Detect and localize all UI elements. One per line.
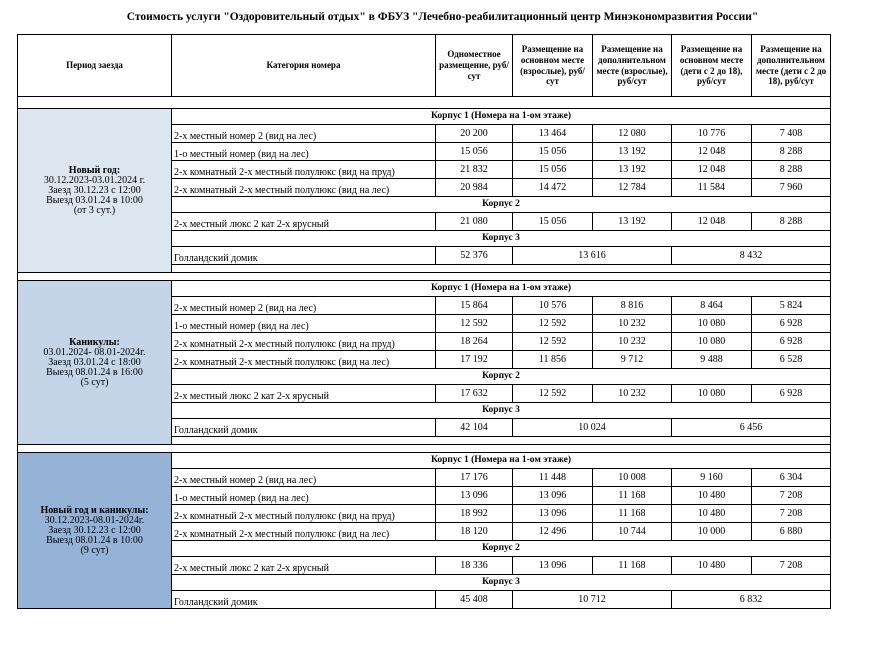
price-main-child: 10 080	[672, 385, 752, 403]
period-section	[18, 109, 831, 281]
building-1-label: Корпус 1 (Номера на 1-ом этаже)	[172, 281, 831, 297]
price-extra-adult: 10 232	[593, 333, 672, 351]
period-cell	[18, 453, 172, 609]
price-single: 18 264	[436, 333, 513, 351]
period-dates: 03.01.2024- 08.01-2024г.	[43, 346, 146, 358]
price-extra-adult: 11 168	[593, 557, 672, 575]
price-extra-adult: 12 080	[593, 125, 672, 143]
price-extra-child: 8 288	[752, 161, 831, 179]
building-2-label: Корпус 2	[172, 197, 831, 213]
price-extra-adult: 13 192	[593, 161, 672, 179]
price-main-adult: 12 496	[513, 523, 593, 541]
spacer-row	[18, 97, 831, 109]
room-category: 1-о местный номер (вид на лес)	[172, 315, 436, 333]
price-single: 18 992	[436, 505, 513, 523]
price-main-adult: 15 056	[513, 143, 593, 161]
price-single: 17 176	[436, 469, 513, 487]
period-name: Новый год:	[68, 164, 121, 176]
price-single: 21 080	[436, 213, 513, 231]
period-checkin: Заезд 30.12.23 с 12:00	[48, 184, 141, 196]
price-extra-child: 6 928	[752, 385, 831, 403]
price-main-child: 8 464	[672, 297, 752, 315]
building-3-label: Корпус 3	[172, 403, 831, 419]
price-main-child: 10 480	[672, 487, 752, 505]
room-category: 2-х комнатный 2-х местный полулюкс (вид на пруд)	[172, 161, 436, 179]
price-extra-child: 5 824	[752, 297, 831, 315]
price-extra-adult: 9 712	[593, 351, 672, 369]
price-extra-adult: 10 744	[593, 523, 672, 541]
price-single: 15 864	[436, 297, 513, 315]
price-extra-adult: 10 232	[593, 385, 672, 403]
price-extra-child: 6 880	[752, 523, 831, 541]
period-checkout: Выезд 08.01.24 в 10:00	[46, 534, 143, 546]
room-category: 2-х комнатный 2-х местный полулюкс (вид на лес)	[172, 179, 436, 197]
price-main-child: 9 488	[672, 351, 752, 369]
price-extra-child: 8 288	[752, 143, 831, 161]
period-duration: (от 3 сут.)	[73, 204, 116, 216]
price-single: 12 592	[436, 315, 513, 333]
price-main-child: 12 048	[672, 213, 752, 231]
price-child: 8 432	[672, 247, 831, 265]
price-extra-adult: 11 168	[593, 505, 672, 523]
price-main-adult: 13 464	[513, 125, 593, 143]
header-category: Категория номера	[172, 35, 436, 97]
room-category: 1-о местный номер (вид на лес)	[172, 143, 436, 161]
period-checkout: Выезд 03.01.24 в 10:00	[46, 194, 143, 206]
header-main-adult: Размещение на основном месте (взрослые), руб/сут	[513, 35, 593, 97]
header-extra-adult: Размещение на дополнительном месте (взрослые), руб/сут	[593, 35, 672, 97]
building-3-label: Корпус 3	[172, 231, 831, 247]
spacer-row	[18, 445, 831, 453]
price-extra-child: 8 288	[752, 213, 831, 231]
price-main-child: 10 776	[672, 125, 752, 143]
price-extra-adult: 11 168	[593, 487, 672, 505]
price-main-child: 9 160	[672, 469, 752, 487]
period-cell	[18, 109, 172, 273]
price-main-adult: 13 096	[513, 557, 593, 575]
period-name: Каникулы:	[69, 336, 120, 348]
price-main-adult: 13 096	[513, 487, 593, 505]
price-extra-child: 7 208	[752, 505, 831, 523]
period-dates: 30.12.2023-03.01.2024 г.	[43, 174, 146, 186]
period-checkin: Заезд 30.12.23 с 12:00	[48, 524, 141, 536]
room-category: 2-х комнатный 2-х местный полулюкс (вид на пруд)	[172, 505, 436, 523]
building-3-label: Корпус 3	[172, 575, 831, 591]
period-name: Новый год и каникулы:	[40, 504, 149, 516]
price-main-child: 10 480	[672, 505, 752, 523]
price-main-adult: 15 056	[513, 161, 593, 179]
period-checkin: Заезд 03.01.24 с 18:00	[48, 356, 141, 368]
room-category: Голландский домик	[172, 247, 436, 265]
price-extra-adult: 10 232	[593, 315, 672, 333]
price-extra-child: 6 528	[752, 351, 831, 369]
room-category: 2-х местный номер 2 (вид на лес)	[172, 297, 436, 315]
price-main-child: 12 048	[672, 161, 752, 179]
price-extra-adult: 12 784	[593, 179, 672, 197]
page-title: Стоимость услуги "Оздоровительный отдых" в ФБУЗ "Лечебно-реабилитационный центр Минэкономразвития России"	[126, 11, 759, 23]
price-main-child: 11 584	[672, 179, 752, 197]
price-main-adult: 15 056	[513, 213, 593, 231]
price-adult: 10 024	[513, 419, 672, 437]
price-main-child: 10 480	[672, 557, 752, 575]
price-main-child: 10 080	[672, 333, 752, 351]
room-category: 2-х местный номер 2 (вид на лес)	[172, 469, 436, 487]
price-main-child: 10 080	[672, 315, 752, 333]
room-category: 2-х местный номер 2 (вид на лес)	[172, 125, 436, 143]
price-main-child: 12 048	[672, 143, 752, 161]
price-extra-child: 6 304	[752, 469, 831, 487]
building-2-label: Корпус 2	[172, 541, 831, 557]
price-extra-child: 7 208	[752, 487, 831, 505]
price-extra-adult: 13 192	[593, 213, 672, 231]
price-single: 20 200	[436, 125, 513, 143]
spacer-row	[18, 273, 831, 281]
period-duration: (5 сут)	[80, 376, 109, 388]
price-single: 17 192	[436, 351, 513, 369]
price-main-adult: 12 592	[513, 333, 593, 351]
price-extra-adult: 10 008	[593, 469, 672, 487]
header-single: Одноместное размещение, руб/сут	[436, 35, 513, 97]
header-extra-child: Размещение на дополнительном месте (дети с 2 до 18), руб/сут	[752, 35, 831, 97]
room-category: Голландский домик	[172, 591, 436, 609]
room-category: 2-х местный люкс 2 кат 2-х ярусный	[172, 557, 436, 575]
room-category: 2-х комнатный 2-х местный полулюкс (вид на лес)	[172, 523, 436, 541]
room-category: Голландский домик	[172, 419, 436, 437]
price-extra-child: 6 928	[752, 333, 831, 351]
price-main-adult: 11 856	[513, 351, 593, 369]
price-single: 21 832	[436, 161, 513, 179]
price-single: 13 096	[436, 487, 513, 505]
price-single: 18 336	[436, 557, 513, 575]
price-table	[17, 34, 831, 609]
price-single: 15 056	[436, 143, 513, 161]
price-main-adult: 14 472	[513, 179, 593, 197]
price-main-adult: 10 576	[513, 297, 593, 315]
room-category: 2-х комнатный 2-х местный полулюкс (вид на пруд)	[172, 333, 436, 351]
price-adult: 10 712	[513, 591, 672, 609]
building-1-label: Корпус 1 (Номера на 1-ом этаже)	[172, 109, 831, 125]
period-duration: (9 сут)	[80, 544, 109, 556]
period-checkout: Выезд 08.01.24 в 16:00	[46, 366, 143, 378]
price-extra-adult: 13 192	[593, 143, 672, 161]
header-period: Период заезда	[18, 35, 172, 97]
price-single: 17 632	[436, 385, 513, 403]
price-extra-child: 6 928	[752, 315, 831, 333]
price-child: 6 832	[672, 591, 831, 609]
price-extra-child: 7 960	[752, 179, 831, 197]
price-main-adult: 12 592	[513, 315, 593, 333]
price-single: 20 984	[436, 179, 513, 197]
header-main-child: Размещение на основном месте (дети с 2 до 18), руб/сут	[672, 35, 752, 97]
room-category: 2-х местный люкс 2 кат 2-х ярусный	[172, 385, 436, 403]
period-cell	[18, 281, 172, 445]
period-section	[18, 281, 831, 453]
price-main-adult: 12 592	[513, 385, 593, 403]
price-single: 42 104	[436, 419, 513, 437]
price-main-child: 10 000	[672, 523, 752, 541]
period-dates: 30.12.2023-08.01-2024г.	[44, 514, 145, 526]
price-adult: 13 616	[513, 247, 672, 265]
building-2-label: Корпус 2	[172, 369, 831, 385]
price-main-adult: 13 096	[513, 505, 593, 523]
price-single: 52 376	[436, 247, 513, 265]
period-section	[18, 453, 831, 609]
header-row	[18, 35, 831, 97]
room-category: 2-х комнатный 2-х местный полулюкс (вид на лес)	[172, 351, 436, 369]
price-main-adult: 11 448	[513, 469, 593, 487]
room-category: 2-х местный люкс 2 кат 2-х ярусный	[172, 213, 436, 231]
price-single: 45 408	[436, 591, 513, 609]
building-1-label: Корпус 1 (Номера на 1-ом этаже)	[172, 453, 831, 469]
price-extra-child: 7 208	[752, 557, 831, 575]
price-extra-adult: 8 816	[593, 297, 672, 315]
price-single: 18 120	[436, 523, 513, 541]
price-extra-child: 7 408	[752, 125, 831, 143]
room-category: 1-о местный номер (вид на лес)	[172, 487, 436, 505]
price-child: 6 456	[672, 419, 831, 437]
